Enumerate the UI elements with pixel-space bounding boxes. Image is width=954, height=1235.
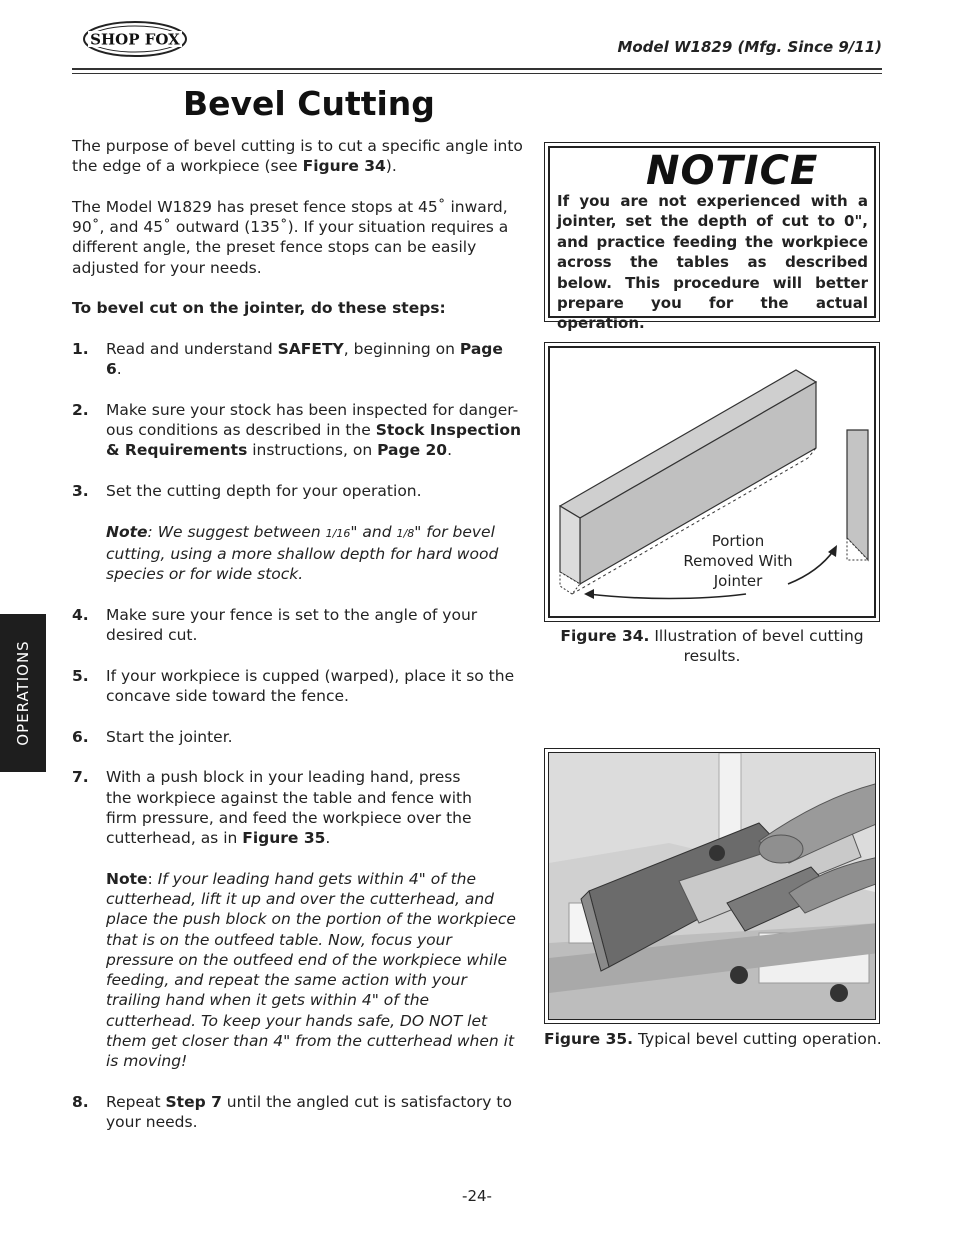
svg-text:Jointer: Jointer [713, 572, 763, 590]
step-3: 3. Set the cutting depth for your operation. Note: We suggest between 1/16" and 1/8" for bevel cutting, using a more shallow depth for hard wood species or for wide stock. [72, 482, 499, 584]
figure-35-caption: Figure 35. Typical bevel cutting operation. [544, 1030, 882, 1048]
shop-fox-logo [82, 20, 188, 58]
step-7: 7. With a push block in your leading hand, press the workpiece against the table and fence with firm pressure, and feed the workpiece over the cutterhead, as in Figure 35. Note: If your leading hand gets within 4" of the cutterhead, lift it up and over the cutterhead, and place the push block on the portion of the workpiece that is on the outfeed table. Now, focus your pressure on the outfeed end of the workpiece while feeding, and repeat the same action with your trailing hand when it gets within 4" of the cutterhead. To keep your hands safe, DO NOT let them get closer than 4" from the cutterhead when it is moving! [72, 768, 516, 1071]
page-title: Bevel Cutting [183, 84, 435, 123]
notice-title: NOTICE [646, 148, 819, 194]
step-6: 6. Start the jointer. [72, 727, 233, 746]
step-8: 8. Repeat Step 7 until the angled cut is satisfactory to your needs. [72, 1092, 512, 1132]
header-rule-thin [72, 73, 882, 74]
model-label: Model W1829 (Mfg. Since 9/11) [617, 38, 882, 56]
header-rule [72, 68, 882, 70]
main-text-column [72, 136, 524, 1133]
fraction-1-8: 1/8 [396, 526, 415, 540]
figure-35 [544, 748, 880, 1024]
svg-text:Portion: Portion [711, 532, 765, 550]
page-number: -24- [462, 1187, 492, 1205]
step-1: 1. Read and understand SAFETY, beginning on Page 6. [72, 339, 503, 379]
figure-34 [544, 342, 880, 622]
operations-side-tab: OPERATIONS [0, 614, 46, 772]
bevel-illustration [550, 348, 876, 618]
figure-34-caption: Figure 34. Illustration of bevel cutting results. [560, 627, 864, 666]
step-5: 5. If your workpiece is cupped (warped), place it so the concave side toward the fence. [72, 666, 515, 706]
svg-text:SHOP FOX: SHOP FOX [90, 30, 180, 49]
jointer-photo [549, 753, 876, 1020]
step-4: 4. Make sure your fence is set to the angle of your desired cut. [72, 605, 478, 645]
fraction-1-16: 1/16 [325, 526, 351, 540]
step-2: 2. Make sure your stock has been inspected for danger-ous conditions as described in the Stock Inspection & Requirements instructions, on Page 20. [72, 400, 522, 460]
notice-text: If you are not experienced with a jointer, set the depth of cut to 0", and practice feeding the workpiece across the tables as described below. This procedure will better prepare you for the actual operation. [557, 192, 868, 333]
intro-paragraph-1: The purpose of bevel cutting is to cut a specific angle into the edge of a workpiece (see Figure 34). [72, 137, 523, 176]
intro-paragraph-2: The Model W1829 has preset fence stops at 45˚ inward, 90˚, and 45˚ outward (135˚). If your situation requires a different angle, the preset fence stops can be easily adjusted for your needs. [72, 197, 509, 277]
steps-lead: To bevel cut on the jointer, do these steps: [72, 299, 446, 318]
svg-text:Removed With: Removed With [683, 552, 793, 570]
notice-box [544, 142, 880, 333]
